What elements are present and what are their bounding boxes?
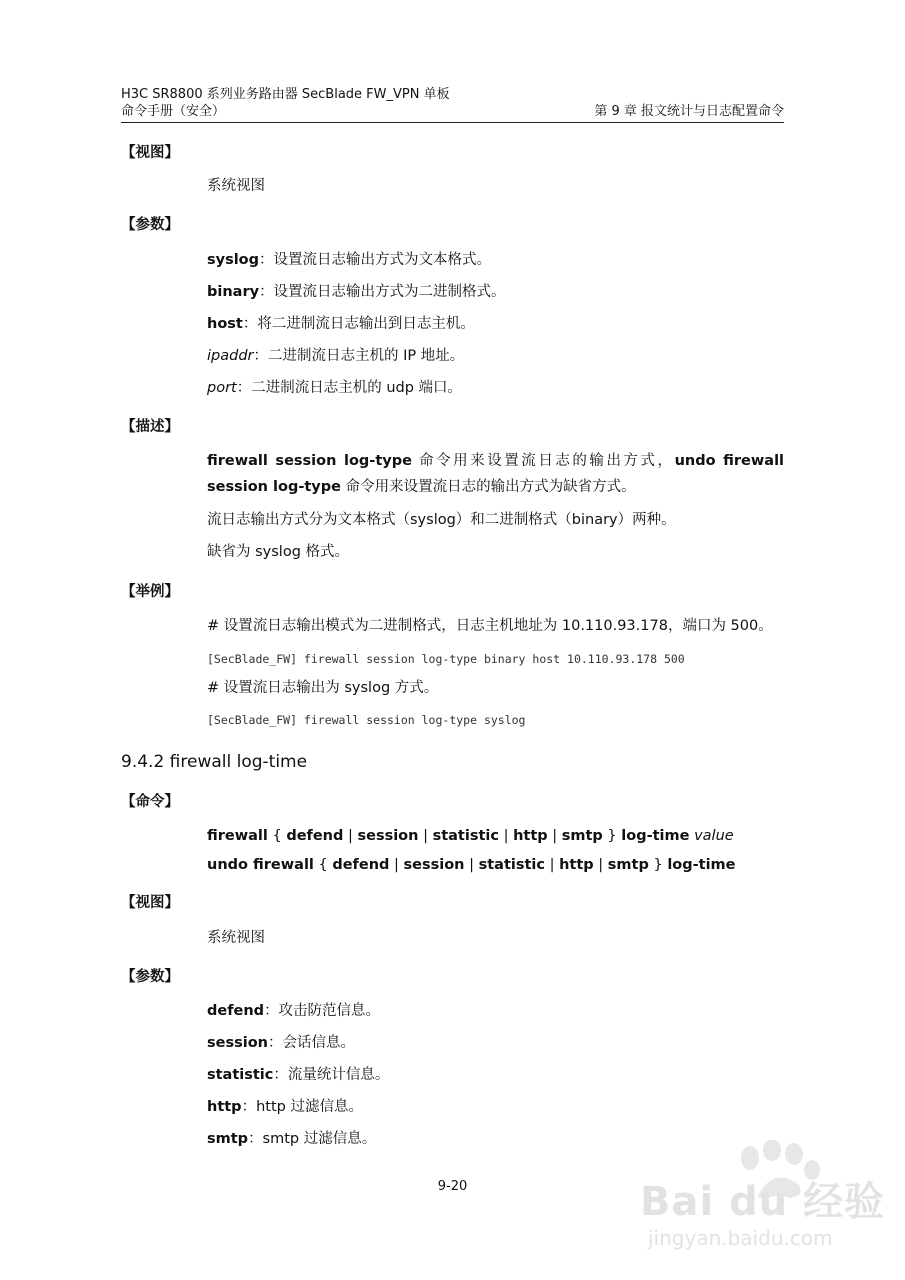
manual-name: 命令手册（安全） (121, 104, 226, 119)
param-keyword: session (207, 1035, 268, 1051)
description-paragraph (207, 448, 784, 500)
description-label: 【描述】 (121, 419, 179, 435)
cmd-token: defend (332, 857, 390, 873)
description-line: 流日志输出方式分为文本格式（syslog）和二进制格式（binary）两种。 (207, 512, 676, 528)
cmd-ref: firewall session log-type (207, 453, 412, 469)
param-desc: ：smtp 过滤信息。 (248, 1131, 377, 1147)
param-item (207, 1002, 784, 1020)
cmd-token: value (694, 828, 734, 844)
watermark-brand: Bai du 经验 (640, 1179, 886, 1225)
cmd-token: log-time (667, 857, 736, 873)
example-comment: # 设置流日志输出为 syslog 方式。 (207, 680, 439, 696)
cmd-token: smtp (561, 828, 603, 844)
params-label: 【参数】 (121, 217, 179, 233)
params-label: 【参数】 (121, 969, 179, 985)
param-keyword: http (207, 1099, 242, 1115)
cmd-token: | (498, 828, 514, 844)
cmd-token: defend (286, 828, 344, 844)
param-keyword: syslog (207, 252, 260, 268)
running-header-title: H3C SR8800 系列业务路由器 SecBlade FW_VPN 单板 (121, 87, 450, 102)
cmd-token: session (357, 828, 419, 844)
param-keyword: smtp (207, 1131, 249, 1147)
view-label: 【视图】 (121, 145, 179, 161)
cmd-token: | (389, 857, 404, 873)
command-syntax (207, 856, 784, 874)
cmd-token: firewall (207, 828, 268, 844)
param-desc: ：会话信息。 (267, 1035, 355, 1051)
section-heading: 9.4.2 firewall log-time (121, 752, 308, 772)
param-keyword: port (207, 380, 237, 396)
example-label: 【举例】 (121, 584, 179, 600)
cmd-token: | (464, 857, 479, 873)
baidu-jingyan-watermark (640, 1140, 890, 1270)
param-item (207, 283, 784, 301)
param-keyword: host (207, 316, 243, 332)
param-keyword: binary (207, 284, 260, 300)
view-label: 【视图】 (121, 895, 179, 911)
description-line: 缺省为 syslog 格式。 (207, 544, 350, 560)
running-header-sub (121, 104, 784, 120)
param-item (207, 315, 784, 333)
desc-text: 命令用来设置流日志的输出方式为缺省方式。 (340, 479, 636, 495)
cmd-token: | (547, 828, 562, 844)
param-item (207, 379, 784, 397)
desc-text: 命令用来设置流日志的输出方式， (411, 453, 675, 469)
param-desc: ：二进制流日志主机的 udp 端口。 (236, 380, 463, 396)
cmd-token: smtp (607, 857, 649, 873)
cmd-token: undo firewall (207, 857, 314, 873)
param-keyword: statistic (207, 1067, 274, 1083)
view-text: 系统视图 (207, 178, 265, 194)
cmd-token: { (313, 857, 333, 873)
command-label: 【命令】 (121, 794, 179, 810)
cmd-token: } (648, 857, 668, 873)
watermark-url: jingyan.baidu.com (648, 1226, 833, 1250)
param-item (207, 1098, 784, 1116)
param-keyword: defend (207, 1003, 265, 1019)
page-number: 9-20 (437, 1179, 468, 1194)
param-desc: ：二进制流日志主机的 IP 地址。 (253, 348, 465, 364)
cmd-token: | (343, 828, 358, 844)
param-item (207, 347, 784, 365)
param-item (207, 251, 784, 269)
param-desc: ：http 过滤信息。 (241, 1099, 363, 1115)
chapter-title: 第 9 章 报文统计与日志配置命令 (594, 104, 784, 119)
cmd-token: http (513, 828, 548, 844)
cmd-token: statistic (432, 828, 499, 844)
param-keyword: ipaddr (207, 348, 254, 364)
cmd-token: log-time (621, 828, 690, 844)
cmd-token: | (593, 857, 608, 873)
param-desc: ：将二进制流日志输出到日志主机。 (242, 316, 475, 332)
example-code: [SecBlade_FW] firewall session log-type binary host 10.110.93.178 500 (207, 652, 685, 666)
cmd-token: statistic (478, 857, 545, 873)
param-desc: ：流量统计信息。 (273, 1067, 390, 1083)
cmd-token: { (267, 828, 287, 844)
cmd-token: | (418, 828, 433, 844)
param-item (207, 1066, 784, 1084)
cmd-token: http (559, 857, 594, 873)
example-code: [SecBlade_FW] firewall session log-type syslog (207, 713, 526, 727)
header-rule (121, 122, 784, 123)
example-comment: # 设置流日志输出模式为二进制格式，日志主机地址为 10.110.93.178，端口为 500。 (207, 618, 773, 634)
command-syntax (207, 827, 784, 845)
param-desc: ：设置流日志输出方式为二进制格式。 (259, 284, 506, 300)
param-desc: ：攻击防范信息。 (264, 1003, 381, 1019)
cmd-ref: undo firewall session log-type (207, 453, 785, 495)
cmd-token: session (403, 857, 465, 873)
cmd-token: | (545, 857, 560, 873)
param-desc: ：设置流日志输出方式为文本格式。 (259, 252, 492, 268)
param-item (207, 1034, 784, 1052)
view-text: 系统视图 (207, 930, 265, 946)
cmd-token: } (602, 828, 622, 844)
